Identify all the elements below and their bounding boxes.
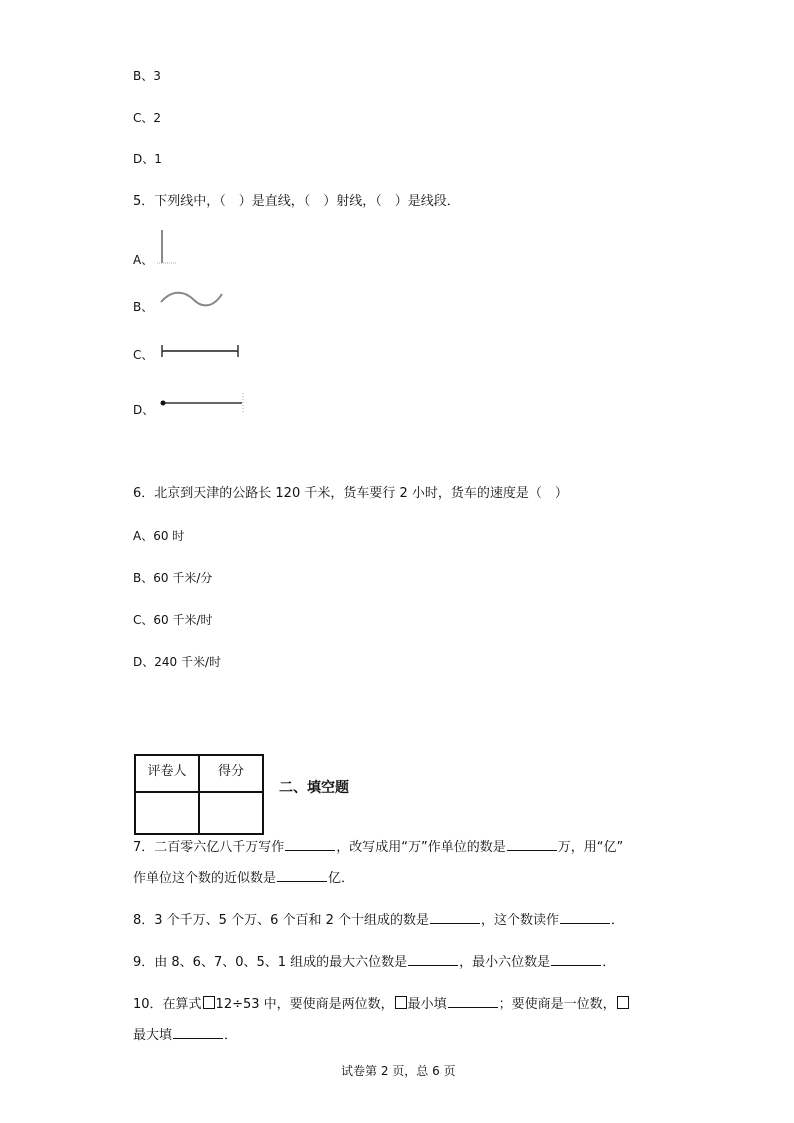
q8-text-3: ． (611, 913, 625, 928)
q7-line2 (133, 870, 354, 887)
answer-blank (560, 912, 610, 924)
q5-option-b: B、 (133, 300, 154, 314)
score-column-label: 得分 (199, 755, 263, 792)
q5-option-c: C、 (133, 348, 154, 362)
grader-table (134, 754, 264, 835)
q10-line2 (133, 1027, 237, 1044)
figure-ray (158, 392, 250, 416)
q10-text-4: ；要使商是一位数， (498, 997, 616, 1012)
q10-line1 (133, 996, 630, 1013)
q9-line (133, 954, 615, 971)
answer-blank (285, 839, 335, 851)
q7-text-5: 亿． (328, 871, 355, 886)
q7-text-1: 7．二百零六亿八千万写作 (133, 840, 285, 855)
figure-line-segment (160, 342, 242, 362)
q7-text-3: 万，用“亿” (557, 840, 624, 855)
q6-stem: 6．北京到天津的公路长 120 千米，货车要行 2 小时，货车的速度是（ ） (133, 486, 568, 501)
q6-option-d: D、240 千米/时 (133, 655, 222, 669)
q5-option-d: D、 (133, 403, 155, 417)
q10-text-2: 12÷53 中，要使商是两位数， (215, 997, 394, 1012)
q6-option-c: C、60 千米/时 (133, 613, 213, 627)
q8-line (133, 912, 624, 929)
grader-column-label: 评卷人 (135, 755, 199, 792)
section-title-fill-blanks: 二、填空题 (279, 780, 349, 796)
q5-option-a: A、 (133, 253, 154, 267)
q6-option-a: A、60 时 (133, 529, 185, 543)
q8-text-2: ，这个数读作 (481, 913, 560, 928)
answer-blank (277, 870, 327, 882)
q4-option-d: D、1 (133, 152, 162, 166)
answer-blank (173, 1027, 223, 1039)
figure-curved-line (158, 288, 228, 312)
q4-option-c: C、2 (133, 111, 162, 125)
square-box-icon (617, 996, 629, 1009)
answer-blank (448, 996, 498, 1008)
q7-text-4: 作单位这个数的近似数是 (133, 871, 277, 886)
q4-option-b: B、3 (133, 69, 161, 83)
answer-blank (430, 912, 480, 924)
q10-text-5: 最大填 (133, 1028, 173, 1043)
square-box-icon (395, 996, 407, 1009)
q7-line1 (133, 839, 623, 856)
q6-option-b: B、60 千米/分 (133, 571, 213, 585)
square-box-icon (203, 996, 215, 1009)
answer-blank (408, 954, 458, 966)
figure-vertical-line (155, 228, 185, 268)
score-cell (199, 792, 263, 834)
q7-text-2: ，改写成用“万”作单位的数是 (336, 840, 506, 855)
q10-text-1: 10．在算式 (133, 997, 202, 1012)
answer-blank (507, 839, 557, 851)
q9-text-3: ． (602, 955, 616, 970)
page-footer: 试卷第 2 页，总 6 页 (341, 1064, 456, 1078)
answer-blank (551, 954, 601, 966)
q9-text-1: 9．由 8、6、7、0、5、1 组成的最大六位数是 (133, 955, 408, 970)
q10-text-6: ． (224, 1028, 238, 1043)
q10-text-3: 最小填 (407, 997, 447, 1012)
q5-stem: 5．下列线中，（ ）是直线，（ ）射线，（ ）是线段． (133, 194, 460, 209)
q8-text-1: 8．3 个千万、5 个万、6 个百和 2 个十组成的数是 (133, 913, 430, 928)
q9-text-2: ，最小六位数是 (459, 955, 551, 970)
grader-cell (135, 792, 199, 834)
